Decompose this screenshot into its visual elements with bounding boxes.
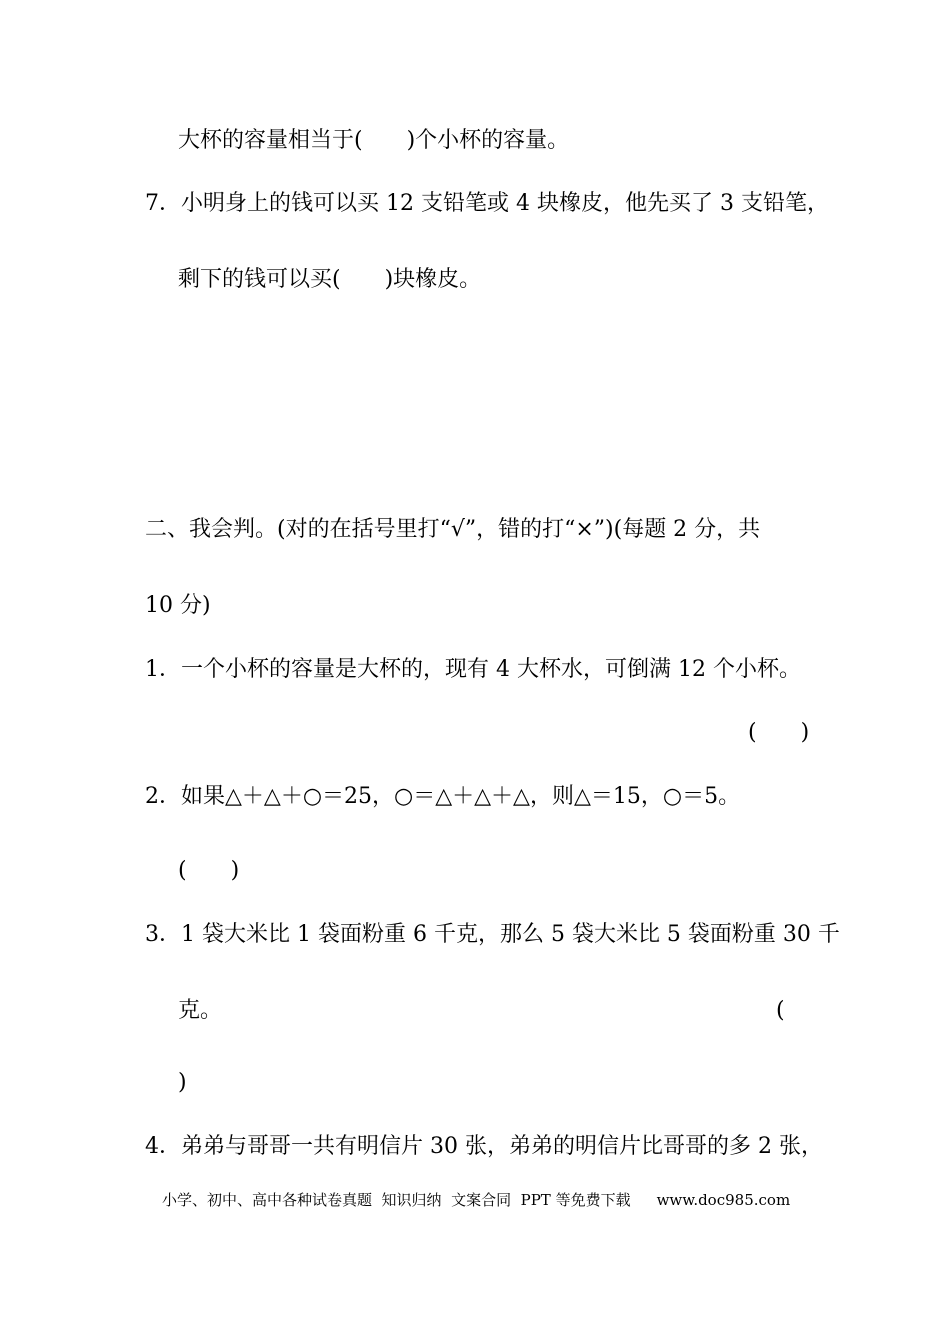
question-7-line-1: 7．小明身上的钱可以买 12 支铅笔或 4 块橡皮，他先买了 3 支铅笔，: [145, 191, 829, 216]
judge-3-bracket-open: (: [776, 998, 785, 1023]
question-7-line-2: 剩下的钱可以买( )块橡皮。: [178, 267, 482, 292]
judge-1-answer-bracket: ( ): [748, 720, 810, 745]
judge-3-bracket-close: ): [178, 1070, 187, 1095]
judge-1-text: 1．一个小杯的容量是大杯的，现有 4 大杯水，可倒满 12 个小杯。: [145, 657, 801, 682]
page-footer: [162, 1190, 790, 1210]
question-6-continuation: 大杯的容量相当于( )个小杯的容量。: [178, 128, 570, 153]
judge-4-line-1: 4．弟弟与哥哥一共有明信片 30 张，弟弟的明信片比哥哥的多 2 张，: [145, 1134, 823, 1159]
judge-2-answer-bracket: ( ): [178, 858, 240, 883]
judge-3-line-2: 克。: [178, 998, 223, 1023]
section-2-heading-line-1: 二、我会判。(对的在括号里打“√”，错的打“×”)(每题 2 分，共: [145, 517, 761, 542]
footer-url: www.doc985.com: [656, 1191, 791, 1209]
judge-3-line-1: 3．1 袋大米比 1 袋面粉重 6 千克，那么 5 袋大米比 5 袋面粉重 30 千: [145, 922, 840, 947]
footer-text: 小学、初中、高中各种试卷真题 知识归纳 文案合同 PPT 等免费下载: [162, 1191, 631, 1209]
judge-2-text: 2．如果△＋△＋○＝25，○＝△＋△＋△，则△＝15，○＝5。: [145, 784, 741, 809]
section-2-heading-line-2: 10 分): [145, 593, 211, 618]
